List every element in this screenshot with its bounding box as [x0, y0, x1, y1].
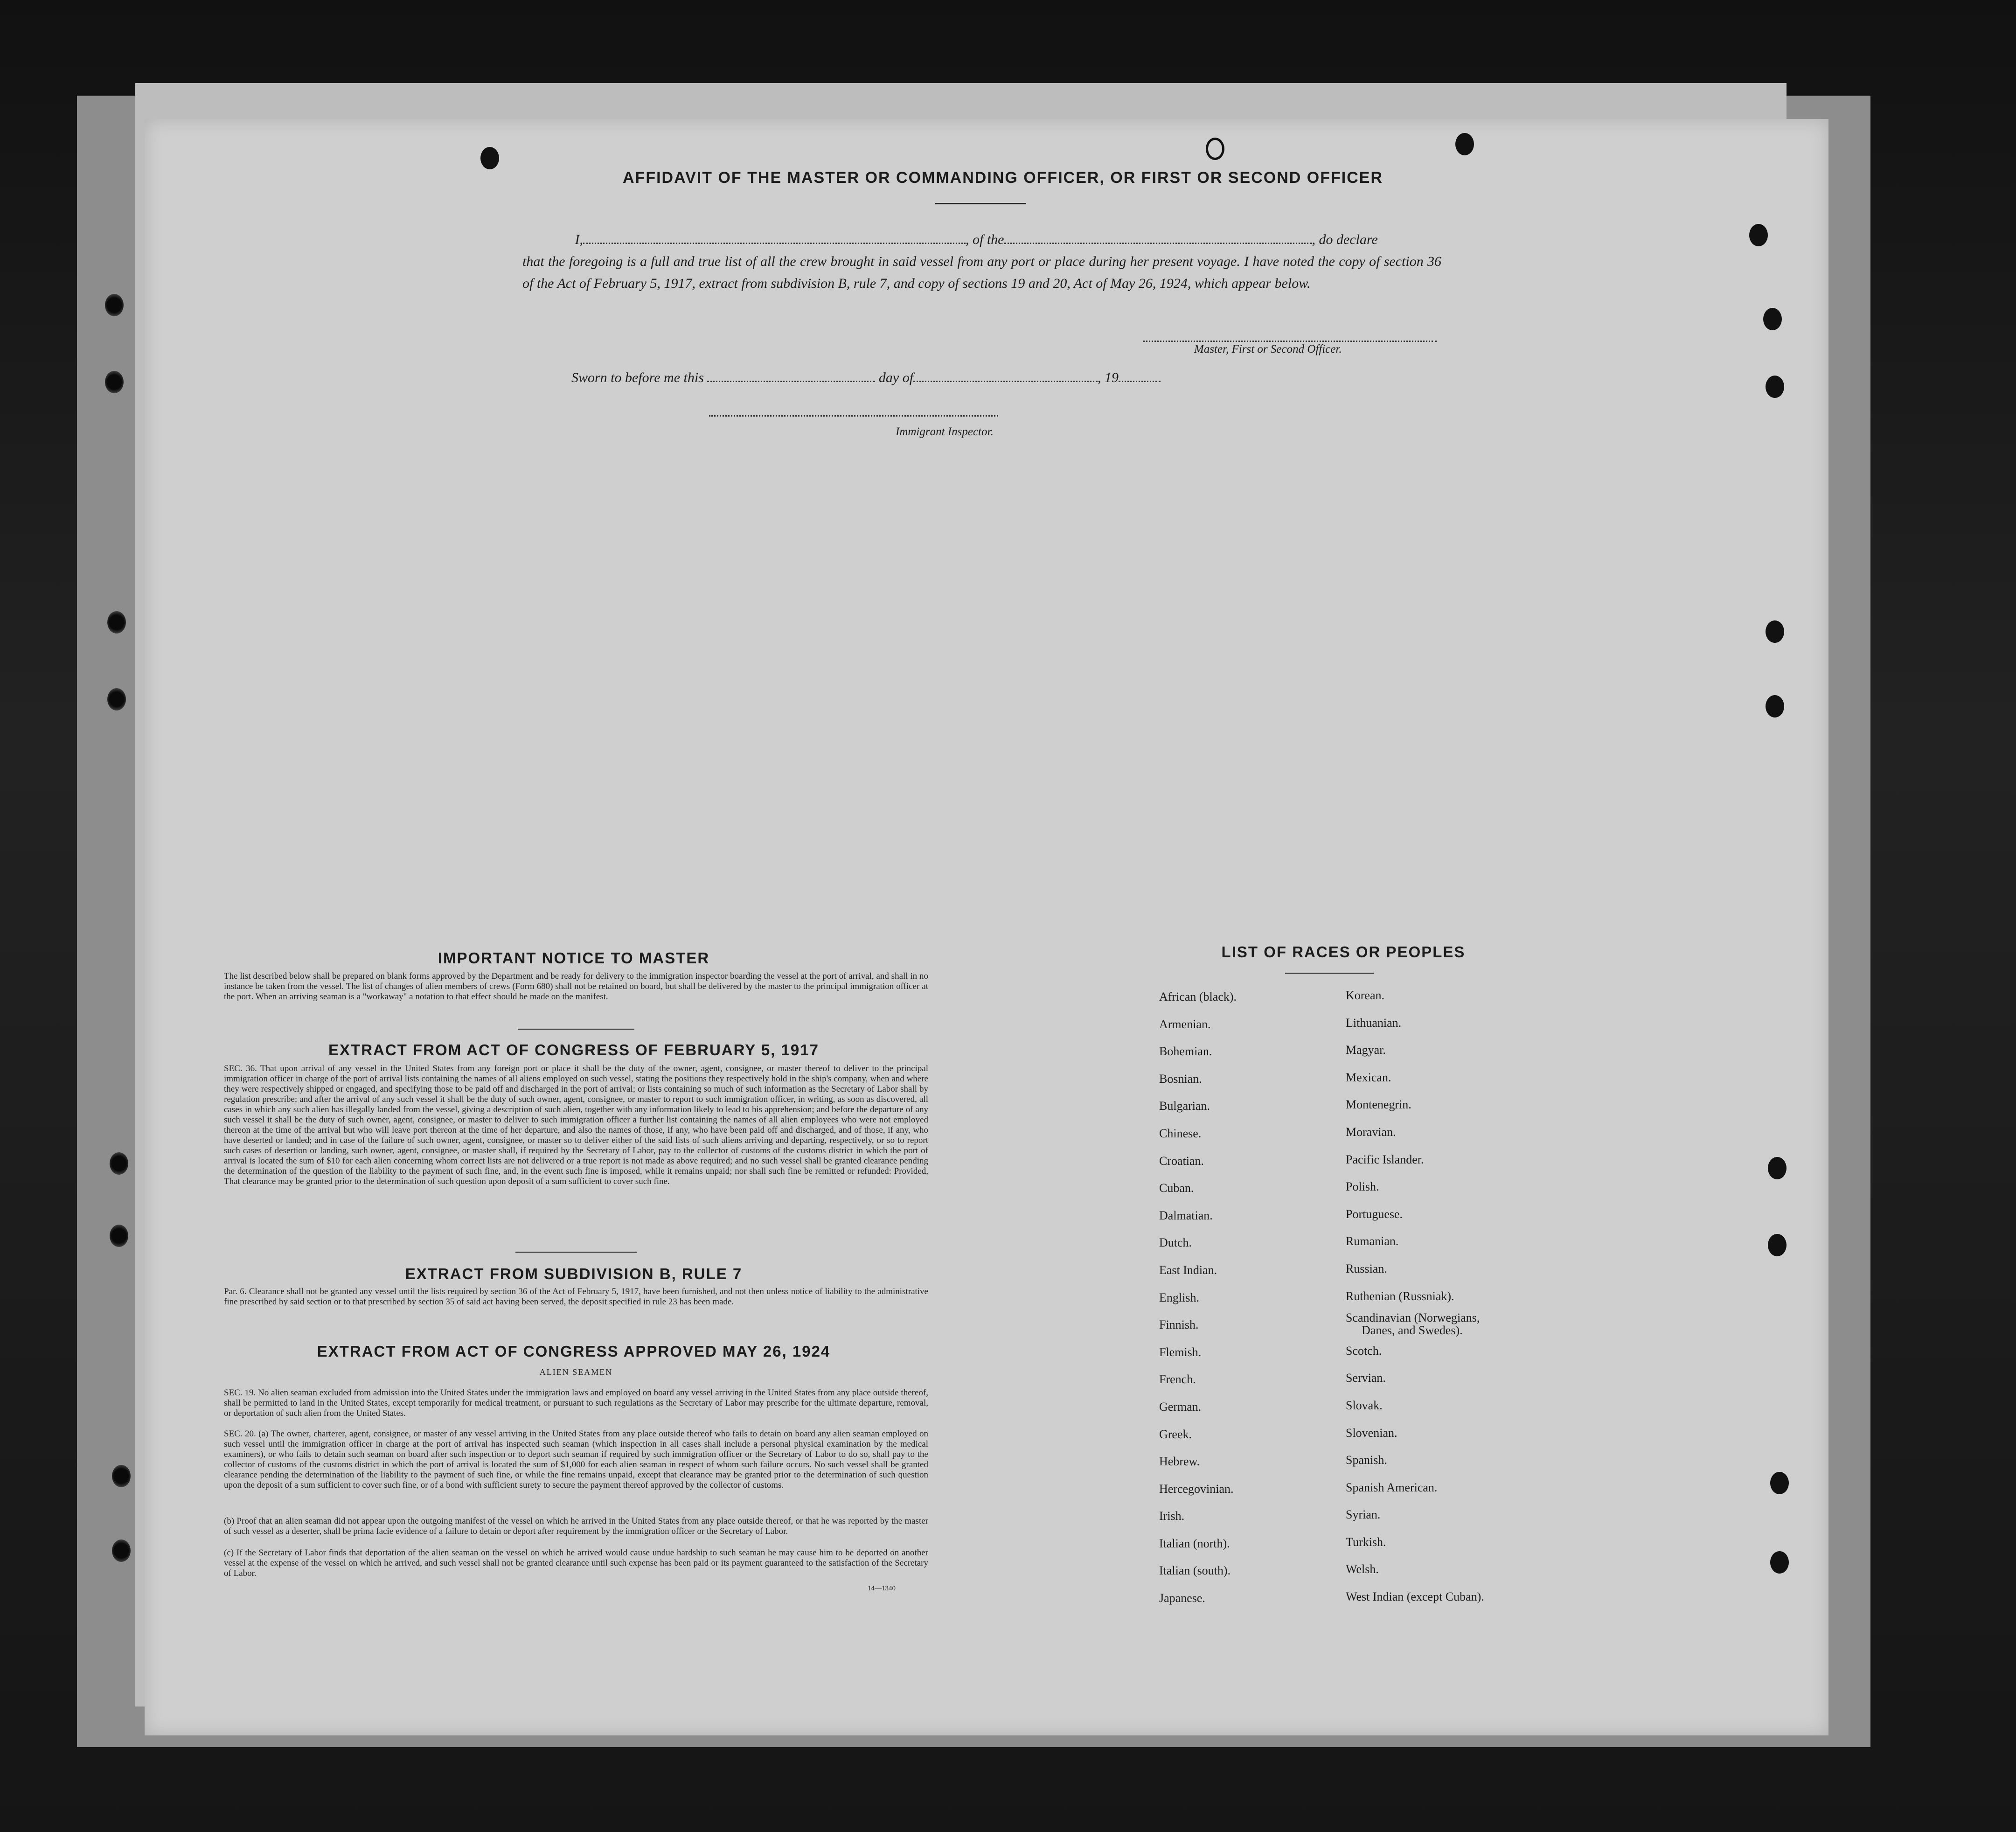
notice-title: IMPORTANT NOTICE TO MASTER: [438, 949, 710, 967]
race-item: African (black).: [1159, 990, 1237, 1003]
punch-hole-icon: [1749, 224, 1768, 246]
race-item: Hebrew.: [1159, 1455, 1200, 1469]
race-item: Spanish American.: [1346, 1480, 1438, 1494]
race-item: [1346, 1310, 1484, 1337]
punch-hole-icon: [1770, 1551, 1789, 1574]
title-rule: [935, 203, 1026, 204]
race-item: Irish.: [1159, 1509, 1185, 1523]
binder-hole-icon: [107, 611, 126, 634]
punch-hole-icon: [1763, 308, 1782, 330]
binder-hole-icon: [112, 1465, 131, 1487]
binder-hole-icon: [110, 1225, 128, 1247]
punch-hole-icon: [1206, 138, 1224, 160]
race-item: Rumanian.: [1346, 1234, 1399, 1248]
punch-hole-icon: [1766, 376, 1784, 398]
races-left-column: [1159, 983, 1237, 1612]
signature-line[interactable]: [1143, 341, 1437, 342]
affidavit-do-declare: , do declare: [1312, 232, 1378, 247]
race-item: Moravian.: [1346, 1125, 1396, 1139]
extract-rule7-text: Par. 6. Clearance shall not be granted any vessel until the lists required by section 36 of the Act of February 5, 1917, have been furnished, and not then unless notice of liability to the administrative fine prescribed by said section or to that prescribed by section 35 of said act having been served, the deposit specified in rule 23 has been made.: [224, 1287, 928, 1307]
race-item: Croatian.: [1159, 1154, 1204, 1168]
race-item: Montenegrin.: [1346, 1098, 1411, 1112]
affidavit-body-text: that the foregoing is a full and true list of all the crew brought in said vessel from any port or place during her present voyage. I have noted the copy of section 36 of the Act of February 5, 1917, extract from subdivision B, rule 7, and copy of sections 19 and 20, Act of May 26, 1924, which appear below.: [522, 254, 1441, 291]
race-item: German.: [1159, 1400, 1202, 1414]
sworn-line: [571, 368, 1161, 386]
race-item: Mexican.: [1346, 1070, 1391, 1084]
race-item: Greek.: [1159, 1427, 1192, 1441]
vessel-field[interactable]: [1004, 229, 1312, 244]
race-item: Chinese.: [1159, 1126, 1202, 1140]
extract-rule7-title: EXTRACT FROM SUBDIVISION B, RULE 7: [405, 1265, 743, 1282]
extract-1917-text: SEC. 36. That upon arrival of any vessel in the United States from any foreign port or place it shall be the duty of the owner, agent, consignee, or master thereof to deliver to the principal immigration officer in charge of the port of arrival lists containing the names of all aliens employed on such vessel, stating the positions they respectively hold in the ship's company, when and where they were respectively shipped or engaged, and specifying those to be paid off and discharged in the port of arrival; or lists containing so much of such information as the Secretary of Labor shall by regulation prescribe; and after the arrival of any such vessel it shall be the duty of such owner, agent, consignee, or master to report to such immigration officer, in writing, as soon as discovered, all cases in which any such alien has illegally landed from the vessel, giving a description of such alien, together with any information likely to lead to his apprehension; and before the departure of any such vessel it shall be the duty of such owner, agent, consignee, or master to deliver to such immigration officer a further list containing the names of all alien employees who were not employed thereon at the time of the arrival but who will leave port thereon at the time of her departure, and also the names of those, if any, who have been paid off and discharged, and of those, if any, who have deserted or landed; and in case of the failure of such owner, agent, consignee, or master so to deliver either of the said lists of such aliens arriving and departing, respectively, or so to report such cases of desertion or landing, such owner, agent, consignee, or master shall, if required by the Secretary of Labor, pay to the collector of customs of the customs district in which the port of arrival is located the sum of $10 for each alien concerning whom correct lists are not delivered or a true report is not made as above required; and no such vessel shall be granted clearance pending the determination of the question of the liability to the payment of such fine, and, in the event such fine is imposed, while it remains unpaid; nor shall such fine be remitted or refunded: Provided, That clearance may be granted prior to the determination of such question upon deposit of a sum sufficient to cover such fine.: [224, 1064, 928, 1186]
punch-hole-icon: [1766, 695, 1784, 717]
form-number: 14—1340: [868, 1585, 896, 1592]
affidavit-statement: [522, 229, 1441, 294]
sworn-day-field[interactable]: [707, 368, 875, 382]
extract-1924-sec20b: (b) Proof that an alien seaman did not appear upon the outgoing manifest of the vessel on which he arrived in the United States from any place outside thereof, or that he was reported by the master of such vessel as a deserter, shall be prima facie evidence of a failure to detain or deport after requirement by the immigration officer or the Secretary of Labor.: [224, 1516, 928, 1536]
inspector-label: Immigrant Inspector.: [896, 425, 994, 438]
extract-1924-sec20a: SEC. 20. (a) The owner, charterer, agent, consignee, or master of any vessel arriving in the United States from any place outside thereof who fails to detain on board any alien seaman employed on such vessel until the immigration officer in charge at the port of arrival has inspected such seaman (which inspection in all cases shall include a personal physical examination by the medical examiners), or who fails to detain such seaman on board after such inspection or to deport such seaman if required by such immigration officer or the Secretary of Labor to do so, shall pay to the collector of customs of the customs district in which the port of arrival is located the sum of $1,000 for each alien seaman in respect of whom such failure occurs. No such vessel shall be granted clearance pending the determination of the liability to the payment of such fine, or while the fine remains unpaid, except that clearance may be granted prior to the determination of such question upon the deposit of a sum sufficient to cover such fine, or of a bond with sufficient surety to secure the payment thereof approved by the collector of customs.: [224, 1429, 928, 1490]
race-item: Italian (north).: [1159, 1536, 1230, 1550]
sworn-prefix: Sworn to before me this: [571, 370, 704, 385]
binder-hole-icon: [110, 1152, 128, 1175]
race-item: Slovenian.: [1346, 1426, 1397, 1440]
signature-label: Master, First or Second Officer.: [1194, 343, 1342, 355]
race-item: Korean.: [1346, 989, 1385, 1002]
race-item: English.: [1159, 1290, 1199, 1304]
race-item: East Indian.: [1159, 1263, 1217, 1277]
name-field[interactable]: [583, 229, 966, 244]
race-item-line: Danes, and Swedes).: [1362, 1323, 1463, 1337]
race-item: West Indian (except Cuban).: [1346, 1590, 1484, 1604]
race-item: Turkish.: [1346, 1535, 1386, 1549]
punch-hole-icon: [1770, 1472, 1789, 1494]
race-item: Finnish.: [1159, 1318, 1199, 1332]
sworn-year: , 19: [1098, 370, 1119, 385]
race-item: French.: [1159, 1372, 1196, 1386]
race-item: Pacific Islander.: [1346, 1152, 1424, 1166]
extract-1924-sec19: SEC. 19. No alien seaman excluded from admission into the United States under the immigration laws and employed on board any vessel arriving in the United States from any place outside thereof, shall be permitted to land in the United States, except temporarily for medical treatment, or pursuant to such regulations as the Secretary of Labor may prescribe for the ultimate departure, removal, or deportation of such alien from the United States.: [224, 1388, 928, 1418]
sworn-year-field[interactable]: [1119, 368, 1161, 382]
race-item: Japanese.: [1159, 1591, 1205, 1605]
race-item: Lithuanian.: [1346, 1016, 1402, 1030]
punch-hole-icon: [1766, 620, 1784, 643]
race-item: Magyar.: [1346, 1043, 1386, 1057]
punch-hole-icon: [1768, 1234, 1787, 1256]
punch-hole-icon: [1768, 1157, 1787, 1179]
races-right-column: [1346, 982, 1484, 1611]
affidavit-i: I,: [575, 232, 583, 247]
race-item: Italian (south).: [1159, 1564, 1231, 1578]
punch-hole-icon: [480, 147, 499, 169]
race-item: Syrian.: [1346, 1508, 1381, 1522]
binder-hole-icon: [107, 688, 126, 711]
race-item: Flemish.: [1159, 1345, 1202, 1359]
extract-1917-title: EXTRACT FROM ACT OF CONGRESS OF FEBRUARY 5, 1917: [328, 1041, 819, 1059]
race-item: Dutch.: [1159, 1236, 1192, 1250]
divider-rule: [515, 1252, 637, 1253]
race-item: Ruthenian (Russniak).: [1346, 1289, 1454, 1303]
extract-1924-title: EXTRACT FROM ACT OF CONGRESS APPROVED MAY 26, 1924: [317, 1343, 831, 1360]
inspector-signature-line[interactable]: [709, 415, 998, 417]
race-item-line: Scandinavian (Norwegians,: [1346, 1311, 1480, 1325]
race-item: Portuguese.: [1346, 1207, 1403, 1221]
extract-1924-sec20c: (c) If the Secretary of Labor finds that deportation of the alien seaman on the vessel on which he arrived would cause undue hardship to such seaman he may cause him to be deported on another vessel at the expense of the vessel on which he arrived, and such vessel shall not be granted clearance until such expense has been paid or its payment guaranteed to the satisfaction of the Secretary of Labor.: [224, 1548, 928, 1578]
races-title: LIST OF RACES OR PEOPLES: [1221, 943, 1466, 961]
race-item: Dalmatian.: [1159, 1208, 1213, 1222]
sworn-day-of: day of: [878, 370, 914, 385]
punch-hole-icon: [1455, 133, 1474, 155]
race-item: Cuban.: [1159, 1181, 1194, 1195]
race-item: Spanish.: [1346, 1453, 1387, 1467]
sworn-month-field[interactable]: [913, 368, 1098, 382]
divider-rule: [518, 1029, 634, 1030]
race-item: Welsh.: [1346, 1562, 1379, 1576]
race-item: Russian.: [1346, 1261, 1387, 1275]
binder-hole-icon: [105, 371, 124, 393]
binder-hole-icon: [112, 1539, 131, 1562]
races-title-rule: [1285, 973, 1374, 974]
race-item: Hercegovinian.: [1159, 1482, 1234, 1496]
race-item: Polish.: [1346, 1180, 1379, 1194]
binder-hole-icon: [105, 294, 124, 316]
affidavit-title: AFFIDAVIT OF THE MASTER OR COMMANDING OFFICER, OR FIRST OR SECOND OFFICER: [623, 169, 1383, 187]
race-item: Scotch.: [1346, 1344, 1382, 1358]
race-item: Armenian.: [1159, 1017, 1211, 1031]
affidavit-of-the: , of the: [966, 232, 1004, 247]
extract-1924-subtitle: ALIEN SEAMEN: [539, 1367, 613, 1377]
notice-text: The list described below shall be prepared on blank forms approved by the Department and be ready for delivery to the immigration inspector boarding the vessel at the port of arrival, and shall in no instance be taken from the vessel. The list of changes of alien members of crews (Form 680) shall not be retained on board, but shall be delivered by the master to the principal immigration officer at the port. When an arriving seaman is a "workaway" a notation to that effect should be made on the manifest.: [224, 971, 928, 1002]
race-item: Servian.: [1346, 1371, 1386, 1385]
race-item: Bulgarian.: [1159, 1099, 1210, 1113]
form-page: [145, 119, 1828, 1735]
race-item: Bohemian.: [1159, 1045, 1212, 1059]
race-item: Slovak.: [1346, 1398, 1383, 1412]
race-item: Bosnian.: [1159, 1072, 1202, 1086]
